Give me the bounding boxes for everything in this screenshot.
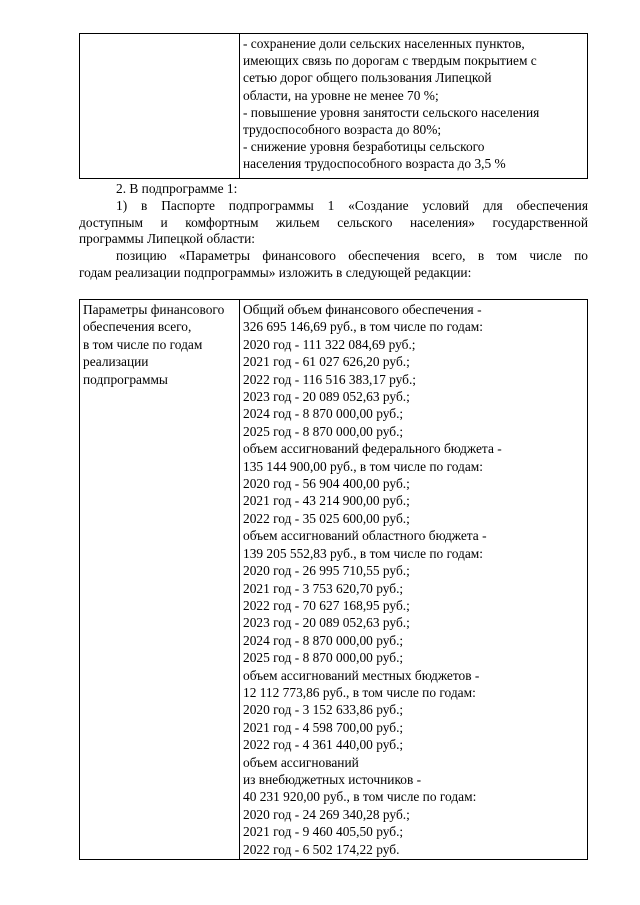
- text-line: - повышение уровня занятости сельского населения: [243, 104, 540, 120]
- text-line: населения трудоспособного возраста до 3,5 %: [243, 156, 506, 172]
- goals-table: [79, 33, 588, 179]
- table-cell-indicators: [240, 34, 588, 179]
- paragraph-subprogram-heading: [79, 181, 588, 198]
- text-line: 2020 год - 56 904 400,00 руб.;: [243, 476, 410, 492]
- text-line: 2023 год - 20 089 052,63 руб.;: [243, 389, 410, 405]
- paragraph-line: годам реализации подпрограммы» изложить в следующей редакции:: [79, 264, 472, 280]
- text-line: 139 205 552,83 руб., в том числе по годам:: [243, 545, 483, 561]
- text-line: объем ассигнований: [243, 754, 359, 770]
- text-line: трудоспособного возраста до 80%;: [243, 122, 442, 138]
- text-line: 2021 год - 3 753 620,70 руб.;: [243, 580, 404, 596]
- paragraph-position: [79, 248, 588, 281]
- text-line: имеющих связь по дорогам с твердым покрытием с: [243, 53, 537, 69]
- text-line: 2023 год - 20 089 052,63 руб.;: [243, 615, 410, 631]
- text-line: Параметры финансового: [83, 302, 225, 317]
- text-line: 2025 год - 8 870 000,00 руб.;: [243, 423, 404, 439]
- paragraph-passport: [79, 198, 588, 248]
- paragraph-line: доступным и комфортным жильем сельского населения» государственной: [79, 214, 588, 230]
- text-line: объем ассигнований федерального бюджета -: [243, 441, 502, 457]
- text-line: 40 231 920,00 руб., в том числе по годам:: [243, 789, 477, 805]
- financing-table: [79, 299, 588, 860]
- text-line: из внебюджетных источников -: [243, 771, 422, 787]
- text-line: 2022 год - 116 516 383,17 руб.;: [243, 371, 417, 387]
- text-line: 2022 год - 35 025 600,00 руб.;: [243, 510, 410, 526]
- text-line: подпрограммы: [83, 371, 168, 387]
- text-line: 2021 год - 61 027 626,20 руб.;: [243, 354, 410, 370]
- text-line: 2020 год - 24 269 340,28 руб.;: [243, 806, 410, 822]
- text-line: 2020 год - 26 995 710,55 руб.;: [243, 563, 410, 579]
- text-line: реализации: [83, 354, 149, 370]
- table-cell-financing-values: [240, 300, 588, 860]
- text-line: 2020 год - 3 152 633,86 руб.;: [243, 702, 404, 718]
- text-line: 2022 год - 6 502 174,22 руб.: [243, 841, 400, 857]
- text-line: 2022 год - 70 627 168,95 руб.;: [243, 597, 410, 613]
- table-cell-left-empty: [80, 34, 240, 179]
- text-line: 2025 год - 8 870 000,00 руб.;: [243, 650, 404, 666]
- text-line: - снижение уровня безработицы сельского: [243, 139, 485, 155]
- text-line: 2021 год - 9 460 405,50 руб.;: [243, 824, 404, 840]
- text-line: 2020 год - 111 322 084,69 руб.;: [243, 336, 416, 352]
- text-line: 326 695 146,69 руб., в том числе по годам:: [243, 319, 483, 335]
- text-line: 2024 год - 8 870 000,00 руб.;: [243, 406, 404, 422]
- text-line: обеспечения всего,: [83, 319, 192, 335]
- text-line: в том числе по годам: [83, 336, 203, 352]
- text-line: области, на уровне не менее 70 %;: [243, 87, 439, 103]
- table-cell-parameter-name: [80, 300, 240, 860]
- table-row: [80, 300, 588, 860]
- table-row: [80, 34, 588, 179]
- text-line: 12 112 773,86 руб., в том числе по годам:: [243, 684, 476, 700]
- paragraph-line: позицию «Параметры финансового обеспечения всего, в том числе по: [116, 248, 588, 263]
- text-line: 135 144 900,00 руб., в том числе по годам:: [243, 458, 483, 474]
- text-line: 2022 год - 4 361 440,00 руб.;: [243, 737, 404, 753]
- text-line: объем ассигнований областного бюджета -: [243, 528, 487, 544]
- text-line: 2021 год - 43 214 900,00 руб.;: [243, 493, 410, 509]
- text-line: 2024 год - 8 870 000,00 руб.;: [243, 632, 404, 648]
- paragraph-line: программы Липецкой области:: [79, 231, 256, 246]
- text-line: 2021 год - 4 598 700,00 руб.;: [243, 719, 404, 735]
- paragraph-line: 2. В подпрограмме 1:: [116, 181, 238, 196]
- text-line: Общий объем финансового обеспечения -: [243, 302, 482, 317]
- text-line: сетью дорог общего пользования Липецкой: [243, 70, 492, 86]
- paragraph-line: 1) в Паспорте подпрограммы 1 «Создание условий для обеспечения: [116, 198, 588, 213]
- text-line: объем ассигнований местных бюджетов -: [243, 667, 480, 683]
- text-line: - сохранение доли сельских населенных пунктов,: [243, 36, 525, 51]
